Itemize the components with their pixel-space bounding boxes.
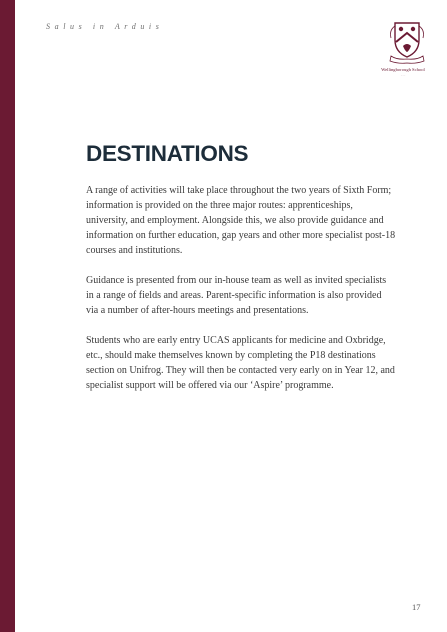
crest-icon: [387, 20, 427, 64]
school-name: Wellingborough School: [381, 67, 425, 72]
paragraph-activities: A range of activities will take place throughout the two years of Sixth Form; information is provided on the three major routes: apprenticeships, university, and employment. Alongside this, we also provide guidance and information on further education, gap years and other more specialist post-18 courses and institutions.: [86, 185, 396, 256]
paragraph-guidance: Guidance is presented from our in-house team as well as invited specialists in a range of fields and areas. Parent-specific information is also provided via a number of after-hours meetings and presentations.: [86, 275, 387, 316]
school-name-subline: · · ·: [400, 74, 406, 78]
school-motto: Salus in Arduis: [46, 22, 164, 31]
body-text: [86, 183, 396, 408]
school-crest-logo: [366, 20, 447, 64]
page-title: DESTINATIONS: [86, 141, 249, 166]
paragraph-early-entry: Students who are early entry UCAS applicants for medicine and Oxbridge, etc., should make themselves known by completing the P18 destinations section on Unifrog. They will then be contacted very early on in Year 12, and specialist support will be offered via our ‘Aspire’ programme.: [86, 335, 395, 391]
page-number: 17: [412, 602, 421, 612]
side-accent-bar: [0, 0, 15, 632]
